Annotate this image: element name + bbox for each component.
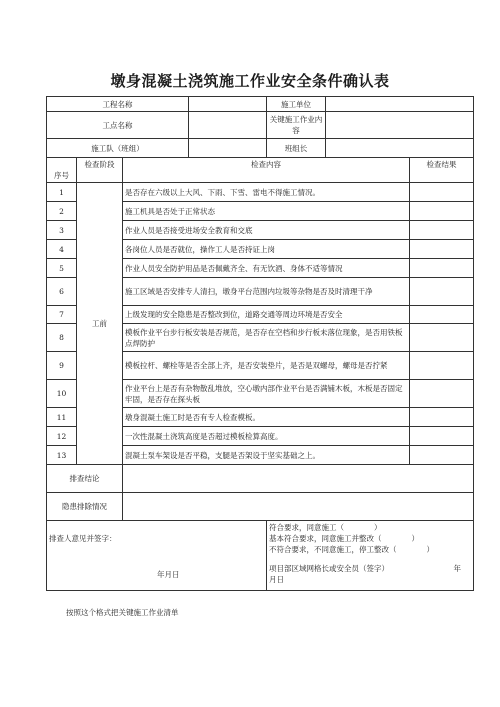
item-no: 13 [47,446,77,465]
team-value[interactable] [189,139,267,158]
header-row-project [47,97,474,112]
item-no: 9 [47,352,77,380]
item-no: 2 [47,202,77,221]
hazard-label: 隐患排除情况 [47,493,123,521]
item-no: 11 [47,408,77,427]
safety-confirmation-table [46,96,474,591]
item-result[interactable] [410,259,474,278]
opinion-cell [267,521,474,591]
inspector-label: 排查人意见并签字： [49,534,117,543]
item-text: 施工区域是否安排专人清扫，墩身平台范围内垃圾等杂物是否及时清理干净 [123,278,410,306]
opinion-approve[interactable]: 符合要求，同意施工（ ） [269,523,382,532]
stage-cell: 工前 [77,183,123,465]
hazard-row [47,493,474,521]
item-result[interactable] [410,380,474,408]
item-text: 是否存在六级以上大风、下雨、下雪、雷电不得施工情况。 [123,183,410,202]
manager-label: 项目部区域网格长或安全员（签字） [269,564,390,573]
item-result[interactable] [410,240,474,259]
item-result[interactable] [410,221,474,240]
item-no: 4 [47,240,77,259]
item-no: 12 [47,427,77,446]
team-leader-label: 班组长 [267,139,326,158]
signoff-row [47,521,474,591]
col-stage: 检查阶段 [77,158,123,183]
manager-sign-line[interactable] [269,563,471,574]
header-row-team [47,139,474,158]
inspector-signoff-cell[interactable] [47,521,267,591]
item-result[interactable] [410,202,474,221]
header-row-site [47,112,474,139]
item-text: 作业人员安全防护用品是否佩戴齐全、有无饮酒、身体不适等情况 [123,259,410,278]
page-title: 墩身混凝土浇筑施工作业安全条件确认表 [110,72,390,90]
item-no: 1 [47,183,77,202]
item-text: 墩身混凝土施工时是否有专人检查模板。 [123,408,410,427]
hazard-value[interactable] [123,493,474,521]
site-name-value[interactable] [189,112,267,139]
item-result[interactable] [410,408,474,427]
key-work-label: 关键施工作业内容 [267,112,326,139]
column-header-row [47,158,474,183]
item-no: 10 [47,380,77,408]
inspector-date-label: 年月日 [157,570,180,579]
monthday-label: 月日 [269,575,285,584]
conclusion-value[interactable] [123,465,474,493]
item-no: 6 [47,278,77,306]
item-text: 上级发现的安全隐患是否整改到位，道路交通等周边环境是否安全 [123,306,410,324]
col-seq: 序号 [47,158,77,183]
project-name-label: 工程名称 [47,97,189,112]
key-work-value[interactable] [326,112,474,139]
item-result[interactable] [410,306,474,324]
opinion-approve-rectify[interactable]: 基本符合要求，同意施工并整改（ ） [269,534,420,543]
item-text: 各岗位人员是否就位，操作工人是否持证上岗 [123,240,410,259]
item-result[interactable] [410,278,474,306]
item-text: 一次性混凝土浇筑高度是否超过模板检算高度。 [123,427,410,446]
project-name-value[interactable] [189,97,267,112]
item-text: 模板作业平台步行板安装是否规范，是否存在空档和步行板未落位现象，是否用铁板点焊防护 [123,324,410,352]
item-text: 作业人员是否接受进场安全教育和交底 [123,221,410,240]
item-result[interactable] [410,352,474,380]
item-text: 模板拉杆、螺栓等是否全部上齐，是否安装垫片，是否是双螺母，螺母是否拧紧 [123,352,410,380]
item-result[interactable] [410,324,474,352]
opinion-reject[interactable]: 不符合要求，不同意施工，停工整改（ ） [269,545,435,554]
team-leader-value[interactable] [326,139,474,158]
team-label: 施工队（班组） [47,139,189,158]
conclusion-row [47,465,474,493]
item-no: 7 [47,306,77,324]
year-label: 年 [453,564,462,573]
conclusion-label: 排查结论 [47,465,123,493]
col-content: 检查内容 [123,158,410,183]
footer-note: 按照这个格式把关键施工作业清单 [66,608,179,617]
item-result[interactable] [410,427,474,446]
item-text: 混凝土泵车架设是否平稳，支腿是否架设于坚实基础之上。 [123,446,410,465]
site-name-label: 工点名称 [47,112,189,139]
col-result: 检查结果 [410,158,474,183]
item-no: 5 [47,259,77,278]
item-no: 3 [47,221,77,240]
item-no: 8 [47,324,77,352]
table-row [47,183,474,202]
construction-unit-value[interactable] [326,97,474,112]
item-text: 作业平台上是否有杂物散乱堆放，空心墩内部作业平台是否满铺木板，木板是否固定牢固，是否存在探头板 [123,380,410,408]
item-result[interactable] [410,183,474,202]
construction-unit-label: 施工单位 [267,97,326,112]
item-text: 施工机具是否处于正常状态 [123,202,410,221]
item-result[interactable] [410,446,474,465]
